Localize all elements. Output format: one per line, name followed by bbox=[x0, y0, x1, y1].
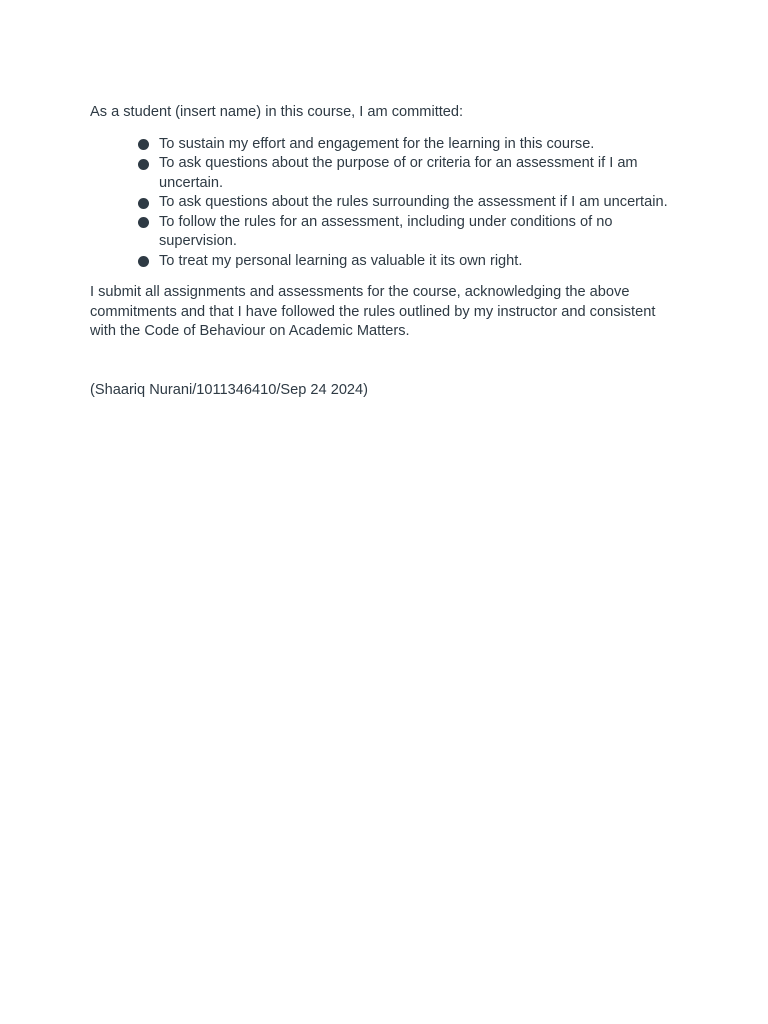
document-body bbox=[90, 103, 680, 400]
signature-line: (Shaariq Nurani/1011346410/Sep 24 2024) bbox=[90, 381, 369, 398]
commitment-text: To treat my personal learning as valuable it its own right. bbox=[159, 252, 523, 269]
commitment-text: To ask questions about the rules surrounding the assessment if I am uncertain. bbox=[159, 194, 668, 210]
bullet-icon bbox=[138, 256, 149, 267]
list-item bbox=[159, 135, 680, 155]
bullet-icon bbox=[138, 217, 149, 228]
commitment-text: To sustain my effort and engagement for the learning in this course. bbox=[159, 135, 595, 152]
commitment-list bbox=[90, 135, 680, 272]
intro-paragraph: As a student (insert name) in this course, I am committed: bbox=[90, 104, 464, 120]
bullet-icon bbox=[138, 139, 149, 150]
list-item bbox=[159, 252, 680, 272]
commitment-text: To follow the rules for an assessment, including under conditions of no supervision. bbox=[159, 213, 613, 249]
list-item bbox=[159, 193, 680, 213]
list-item bbox=[159, 154, 680, 193]
closing-paragraph: I submit all assignments and assessments for the course, acknowledging the above commitments and that I have followed the rules outlined by my instructor and consistent with the Code of Behaviour on Academic Matters. bbox=[90, 284, 656, 339]
list-item bbox=[159, 213, 680, 252]
commitment-text: To ask questions about the purpose of or criteria for an assessment if I am uncertain. bbox=[159, 155, 638, 191]
bullet-icon bbox=[138, 159, 149, 170]
bullet-icon bbox=[138, 198, 149, 209]
